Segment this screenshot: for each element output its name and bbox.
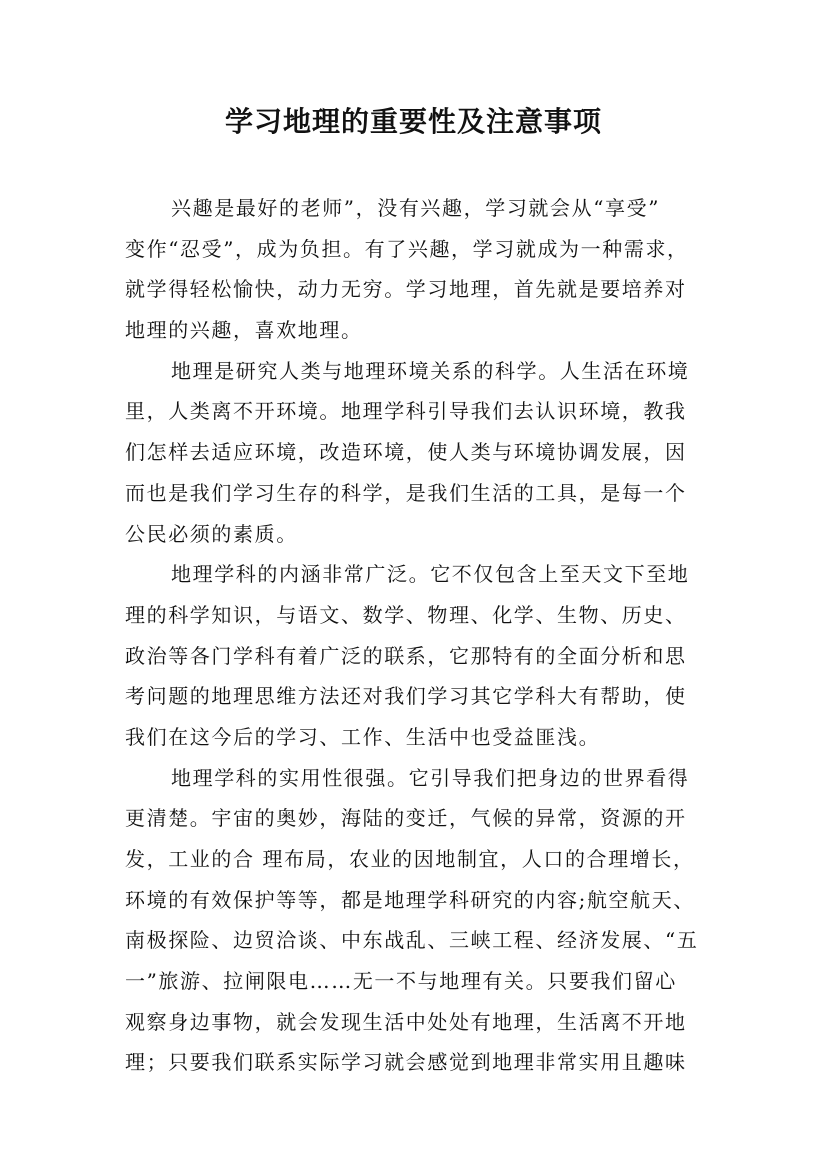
text-line: 地理学科的实用性很强。它引导我们把身边的世界看得 <box>171 765 690 790</box>
text-line: 理的科学知识，与语文、数学、物理、化学、生物、历史、 <box>125 602 687 627</box>
document-title: 学习地理的重要性及注意事项 <box>224 105 602 138</box>
text-line: 兴趣是最好的老师”，没有兴趣，学习就会从“享受” <box>171 196 661 220</box>
text-line: 观察身边事物，就会发现生活中处处有地理，生活离不开地 <box>125 1009 687 1034</box>
text-line: 们怎样去适应环境，改造环境，使人类与环境协调发展，因 <box>125 440 687 465</box>
text-line: 一”旅游、拉闸限电……无一不与地理有关。只要我们留心 <box>125 969 677 994</box>
text-line: 理；只要我们联系实际学习就会感觉到地理非常实用且趣味 <box>125 1050 687 1075</box>
text-line: 而也是我们学习生存的科学，是我们生活的工具，是每一个 <box>125 480 687 505</box>
text-line: 地理的兴趣，喜欢地理。 <box>125 318 363 343</box>
text-line: 我们在这今后的学习、工作、生活中也受益匪浅。 <box>125 724 601 749</box>
text-line: 公民必须的素质。 <box>125 521 298 546</box>
text-line: 变作“忍受”，成为负担。有了兴趣，学习就成为一种需求， <box>125 236 689 261</box>
document-body <box>125 188 710 1083</box>
text-line: 南极探险、边贸洽谈、中东战乱、三峡工程、经济发展、“五 <box>125 928 699 953</box>
text-line: 地理是研究人类与地理环境关系的科学。人生活在环境 <box>171 358 690 383</box>
paragraph <box>125 188 710 351</box>
text-line: 里，人类离不开环境。地理学科引导我们去认识环境，教我 <box>125 399 687 424</box>
text-line: 政治等各门学科有着广泛的联系，它那特有的全面分析和思 <box>125 643 687 668</box>
text-line: 环境的有效保护等等，都是地理学科研究的内容;航空航天、 <box>125 887 695 912</box>
paragraph <box>125 351 710 554</box>
text-line: 更清楚。宇宙的奥妙，海陆的变迁，气候的异常，资源的开 <box>125 806 687 831</box>
text-line: 发，工业的合 理布局，农业的因地制宜，人口的合理增长， <box>125 847 695 871</box>
text-line: 地理学科的内涵非常广泛。它不仅包含上至天文下至地 <box>171 562 690 587</box>
text-line: 考问题的地理思维方法还对我们学习其它学科大有帮助，使 <box>125 684 687 709</box>
paragraph <box>125 554 710 757</box>
text-line: 就学得轻松愉快，动力无穷。学习地理，首先就是要培养对 <box>125 277 687 302</box>
paragraph <box>125 758 710 1084</box>
